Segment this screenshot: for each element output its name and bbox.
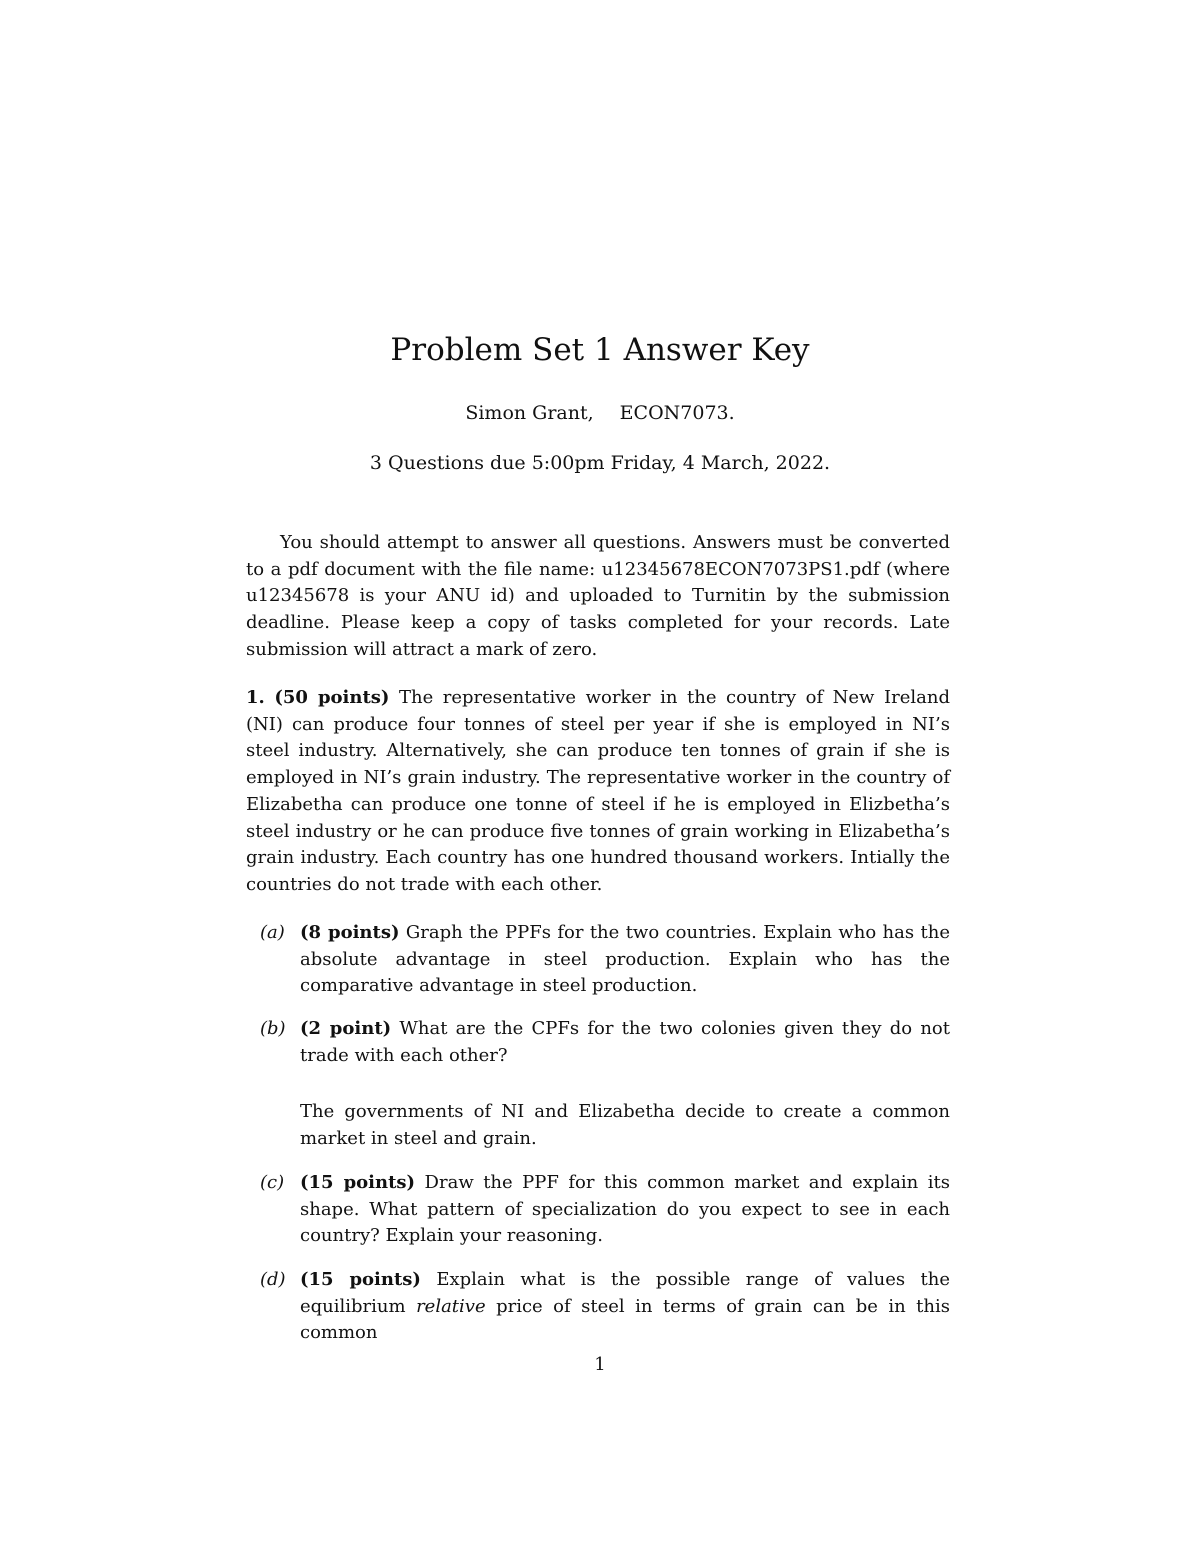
- page-title: Problem Set 1 Answer Key: [390, 332, 810, 368]
- common-market-paragraph: The governments of NI and Elizabetha decide to create a common market in steel and grain.: [300, 1101, 950, 1149]
- part-d-points: (15 points): [300, 1269, 421, 1290]
- part-b-label: (b): [260, 1018, 286, 1039]
- part-b-points: (2 point): [300, 1018, 392, 1039]
- author-line: [0, 398, 1200, 428]
- question-1-text: The representative worker in the country of New Ireland (NI) can produce four tonnes of steel per year if she is employed in NI’s steel industry. Alternatively, she can produce ten tonnes of grain if she is employed in NI’s grain industry. The representative worker in the country of Elizabetha can produce one tonne of steel if he is employed in Elizbetha’s steel industry or he can produce five tonnes of grain working in Elizabetha’s grain industry. Each country has one hundred thousand workers. Intially the countries do not trade with each other.: [246, 687, 950, 895]
- part-a-points: (8 points): [300, 922, 400, 943]
- question-1-part-c: [246, 1170, 950, 1250]
- part-c-label: (c): [260, 1172, 285, 1193]
- part-d-text-italic: relative: [416, 1295, 486, 1317]
- page-number: 1: [594, 1354, 606, 1375]
- part-a-label: (a): [260, 922, 285, 943]
- question-1: [246, 685, 950, 899]
- question-1-points: (50 points): [274, 687, 390, 708]
- part-d-text-after: price of steel in terms of grain can be in this common: [300, 1295, 950, 1344]
- question-1-number: 1.: [246, 687, 265, 708]
- part-b-text: What are the CPFs for the two colonies given they do not trade with each other?: [300, 1018, 951, 1066]
- part-c-points: (15 points): [300, 1172, 416, 1193]
- part-c-text: Draw the PPF for this common market and explain its shape. What pattern of specialization do you expect to see in each country? Explain your reasoning.: [300, 1172, 950, 1247]
- part-a-text: Graph the PPFs for the two countries. Explain who has the absolute advantage in steel production. Explain who has the comparative advantage in steel production.: [300, 922, 950, 997]
- due-date: 3 Questions due 5:00pm Friday, 4 March, 2022.: [369, 452, 831, 474]
- part-d-text-before: Explain what is the possible range of values the equilibrium: [300, 1269, 950, 1317]
- question-1-part-d: [246, 1267, 950, 1347]
- course-code: ECON7073.: [619, 402, 735, 424]
- question-1-part-a: [246, 920, 950, 1000]
- part-d-label: (d): [260, 1269, 286, 1290]
- intro-paragraph: You should attempt to answer all questions. Answers must be converted to a pdf document with the file name: u12345678ECON7073PS1.pdf (where u12345678 is your ANU id) and uploaded to Turnitin by the submission deadline. Please keep a copy of tasks completed for your records. Late submission will attract a mark of zero.: [246, 532, 950, 660]
- author-name: Simon Grant,: [465, 402, 594, 424]
- question-1-part-b: [246, 1016, 950, 1069]
